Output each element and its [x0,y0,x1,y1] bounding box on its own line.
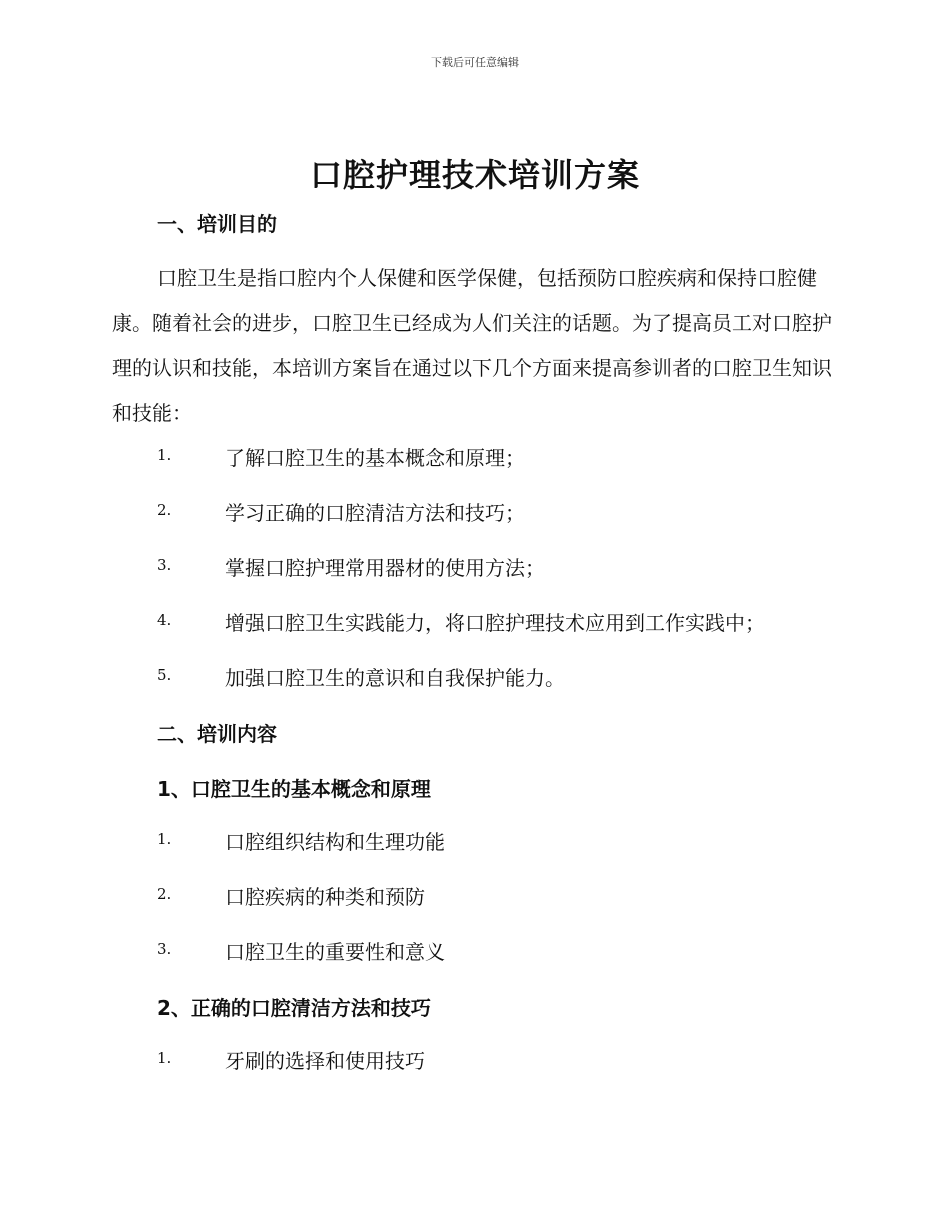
list-item-number: 1. [157,446,172,464]
list-item-number: 2. [157,885,172,903]
list-item [0,662,950,692]
list-item-text: 口腔卫生的重要性和意义 [225,940,445,964]
list-item [0,552,950,582]
list-item-number: 3. [157,940,172,958]
list-item-text: 增强口腔卫生实践能力，将口腔护理技术应用到工作实践中； [225,611,765,635]
subsection-heading-cleaning: 2、正确的口腔清洁方法和技巧 [157,996,431,1020]
list-item [0,881,950,911]
document-title: 口腔护理技术培训方案 [309,156,640,194]
list-item-text: 牙刷的选择和使用技巧 [225,1049,425,1073]
list-item [0,826,950,856]
list-item-number: 4. [157,611,172,629]
subsection-heading-concepts: 1、口腔卫生的基本概念和原理 [157,777,431,801]
list-item-number: 1. [157,830,172,848]
list-item [0,607,950,637]
list-item-text: 口腔组织结构和生理功能 [225,830,445,854]
section-heading-content: 二、培训内容 [157,722,277,746]
section-heading-objectives: 一、培训目的 [157,212,277,236]
list-item-text: 学习正确的口腔清洁方法和技巧； [225,501,525,525]
list-item-number: 3. [157,556,172,574]
list-item [0,1045,950,1075]
list-item [0,936,950,966]
page-header-note: 下载后可任意编辑 [431,56,519,69]
list-item-text: 口腔疾病的种类和预防 [225,885,425,909]
list-item-number: 5. [157,666,172,684]
list-item [0,497,950,527]
objectives-paragraph: 口腔卫生是指口腔内个人保健和医学保健，包括预防口腔疾病和保持口腔健康。随着社会的进步，口腔卫生已经成为人们关注的话题。为了提高员工对口腔护理的认识和技能，本培训方案旨在通过以下几个方面来提高参训者的口腔卫生知识和技能： [112,266,832,425]
list-item-text: 掌握口腔护理常用器材的使用方法； [225,556,545,580]
list-item-text: 加强口腔卫生的意识和自我保护能力。 [225,666,565,690]
list-item-text: 了解口腔卫生的基本概念和原理； [225,446,525,470]
list-item-number: 1. [157,1049,172,1067]
list-item [0,442,950,472]
list-item-number: 2. [157,501,172,519]
